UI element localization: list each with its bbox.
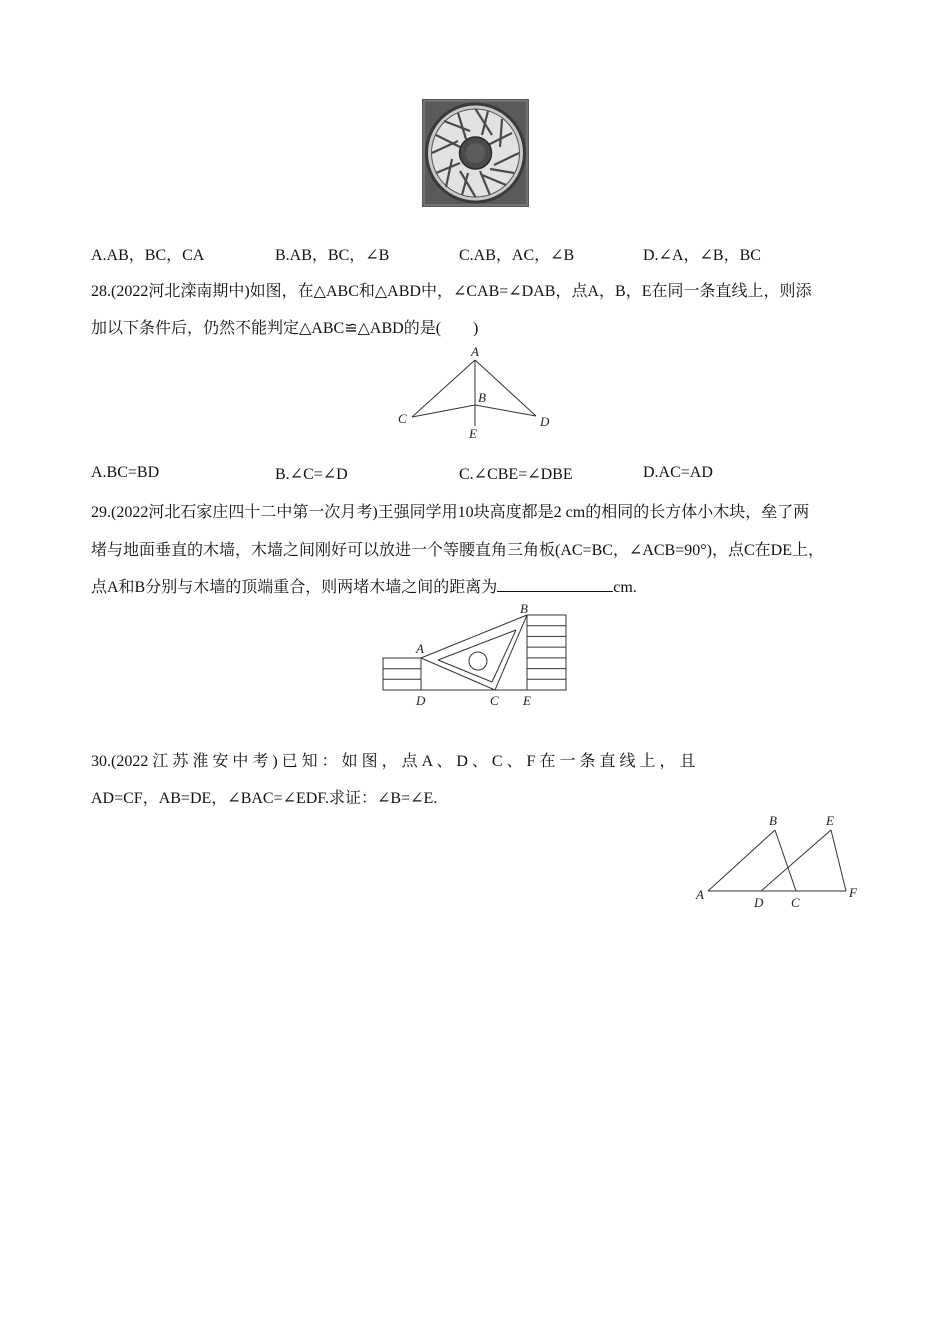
q27-option-d: D.∠A，∠B，BC bbox=[643, 247, 761, 264]
q29-unit: cm. bbox=[613, 579, 637, 596]
q28-stem-line-2: 加以下条件后，仍然不能判定△ABC≌△ABD的是( ) bbox=[91, 320, 479, 337]
q30-label-a: A bbox=[696, 887, 704, 902]
answer-blank[interactable] bbox=[497, 576, 613, 592]
q28-label-b: B bbox=[478, 390, 486, 405]
q29-label-d: D bbox=[416, 693, 426, 708]
q29-stem-line-1: 29.(2022河北石家庄四十二中第一次月考)王强同学用10块高度都是2 cm的相同的长方体小木块，垒了两 bbox=[91, 504, 810, 521]
q30-label-c: C bbox=[791, 895, 800, 910]
q30-label-d: D bbox=[754, 895, 764, 910]
q29-stem-line-2: 堵与地面垂直的木墙，木墙之间刚好可以放进一个等腰直角三角板(AC=BC，∠ACB=90°)，点C在DE上， bbox=[91, 542, 824, 559]
q28-stem-line-1: 28.(2022河北滦南期中)如图，在△ABC和△ABD中，∠CAB=∠DAB，点A，B，E在同一条直线上，则添 bbox=[91, 283, 812, 300]
q29-wall-figure bbox=[380, 600, 570, 712]
q28-option-a: A.BC=BD bbox=[91, 464, 160, 481]
q29-stem-line-3 bbox=[91, 574, 637, 597]
q30-triangle-figure bbox=[692, 810, 868, 914]
q28-option-c: C.∠CBE=∠DBE bbox=[459, 466, 573, 483]
q28-label-a: A bbox=[471, 344, 479, 359]
q29-label-c: C bbox=[490, 693, 499, 708]
q28-label-e: E bbox=[469, 426, 477, 441]
q30-label-f: F bbox=[849, 885, 857, 900]
q30-label-b: B bbox=[769, 813, 777, 828]
q29-label-a: A bbox=[416, 641, 424, 656]
q27-option-b: B.AB，BC，∠B bbox=[275, 247, 390, 264]
q30-stem-line-1: 30.(2022 江 苏 淮 安 中 考 ) 已 知 ： 如 图 ， 点 A 、 D 、 C 、 F 在 一 条 直 线 上 ， 且 bbox=[91, 753, 696, 770]
q29-stem-line-3-text: 点A和B分别与木墙的顶端重合，则两堵木墙之间的距离为 bbox=[91, 579, 498, 596]
q28-options bbox=[91, 464, 871, 488]
q27-option-c: C.AB，AC，∠B bbox=[459, 247, 575, 264]
q28-option-b: B.∠C=∠D bbox=[275, 466, 348, 483]
window-pattern-figure bbox=[422, 99, 529, 207]
q27-option-a: A.AB，BC，CA bbox=[91, 247, 205, 264]
q28-option-d: D.AC=AD bbox=[643, 464, 713, 481]
q30-stem-line-2: AD=CF，AB=DE，∠BAC=∠EDF.求证：∠B=∠E. bbox=[91, 790, 438, 807]
q29-label-e: E bbox=[523, 693, 531, 708]
q27-options bbox=[91, 242, 871, 266]
q28-triangle-figure bbox=[394, 342, 556, 442]
q28-label-c: C bbox=[398, 411, 407, 426]
q30-label-e: E bbox=[826, 813, 834, 828]
q29-label-b: B bbox=[520, 601, 528, 616]
q28-label-d: D bbox=[540, 414, 550, 429]
